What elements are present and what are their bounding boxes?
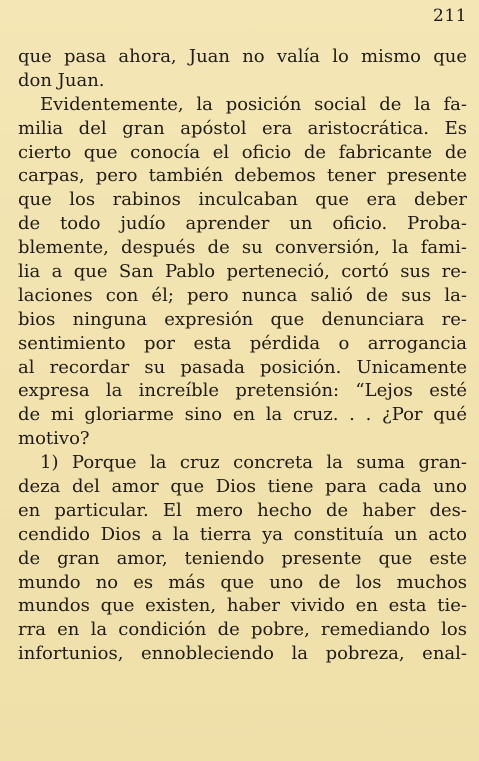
text-line: sentimiento por esta pérdida o arrogancia — [18, 332, 467, 354]
text-line: mundo no es más que uno de los muchos — [18, 571, 467, 593]
text-line: de mi gloriarme sino en la cruz. . . ¿Por qué — [18, 404, 467, 426]
text-line: mundos que existen, haber vivido en esta tie- — [18, 595, 467, 617]
text-line: cendido Dios a la tierra ya constituía un acto — [18, 523, 467, 545]
text-line: rra en la condición de pobre, remediando los — [18, 619, 467, 641]
text-line: motivo? — [18, 428, 90, 450]
text-line: deza del amor que Dios tiene para cada uno — [18, 476, 467, 498]
text-line: milia del gran apóstol era aristocrática. Es — [18, 117, 467, 139]
body-text — [18, 45, 467, 666]
text-line: lia a que San Pablo perteneció, cortó sus re- — [18, 261, 467, 283]
page-number: 211 — [433, 6, 467, 26]
text-line: que pasa ahora, Juan no valía lo mismo que — [18, 46, 467, 67]
text-line: de todo judío aprender un oficio. Proba- — [18, 213, 467, 235]
text-line: 1) Porque la cruz concreta la suma gran- — [40, 452, 467, 474]
text-line: en particular. El mero hecho de haber des- — [18, 499, 467, 521]
text-line: laciones con él; pero nunca salió de sus la- — [18, 284, 467, 306]
text-line: don Juan. — [18, 69, 105, 91]
text-line: que los rabinos inculcaban que era deber — [18, 189, 467, 211]
text-line: de gran amor, teniendo presente que este — [18, 547, 467, 569]
text-line: cierto que conocía el oficio de fabricante de — [18, 141, 467, 163]
text-line: Evidentemente, la posición social de la fa- — [40, 93, 467, 115]
text-line: al recordar su pasada posición. Unicamente — [18, 356, 467, 378]
text-line: carpas, pero también debemos tener presente — [18, 165, 467, 187]
text-line: expresa la increíble pretensión: “Lejos esté — [18, 380, 467, 402]
text-line: bios ninguna expresión que denunciara re- — [18, 308, 467, 330]
text-line: blemente, después de su conversión, la fami- — [18, 237, 467, 259]
text-line: infortunios, ennobleciendo la pobreza, enal- — [18, 643, 467, 665]
